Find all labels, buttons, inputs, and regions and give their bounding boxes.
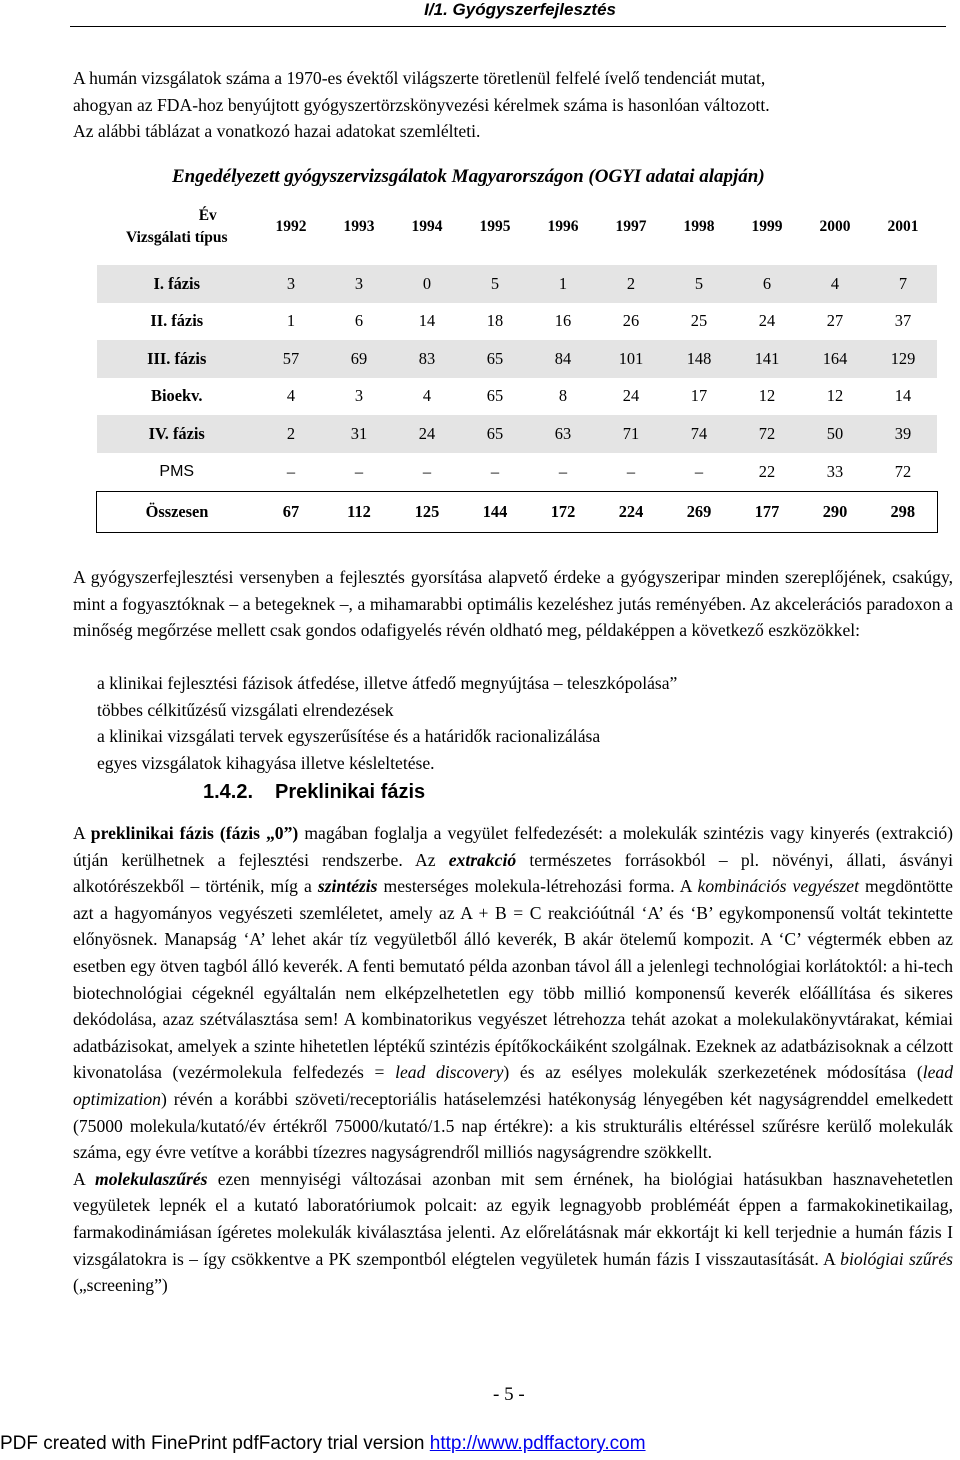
table-cell: 141 [733,340,801,378]
table-cell: – [422,461,432,481]
table-cell: – [490,461,500,481]
table-cell: 83 [393,340,461,378]
page-number: - 5 - [493,1384,525,1405]
total-cell: 67 [257,491,325,532]
table-cell: 101 [597,340,665,378]
table-cell: 3 [354,386,364,406]
text-run: ezen mennyiségi változásai azonban mit sem érnének, ha biológiai hatásukban hasznavehetetlen vegyületek lepnék el a kutató laboratóriumok polcait: az egyik legnagyobb probléméát éppen a farmakokinetikailag, farmakodinámiásan ígéretes molekulák kiválasztása jelenti. Az előrelátásnak már ekkortájt ki kell terjednie a humán fázis I vizsgálatokra is – így csökkentve a PK szempontból elégtelen vegyületek humán fázis I visszautasítását. A [73,1168,954,1269]
table-cell: 24 [758,311,776,331]
table-cell: 22 [758,461,776,481]
acceleration-paragraph [73,564,953,644]
table-cell: 12 [758,386,776,406]
table-cell: 148 [665,340,733,378]
list-item: többes célkitűzésű vizsgálati elrendezések [97,699,394,720]
table-cell: 24 [622,386,640,406]
table-cell: – [558,461,568,481]
table-cell: 24 [393,415,461,453]
text-run: A [73,1168,96,1189]
table-row [97,340,938,378]
italic-term: lead discovery [395,1062,504,1083]
list-item: egyes vizsgálatok kihagyása illetve késleltetése. [97,752,435,773]
table-cell: 6 [733,265,801,303]
header-rule [70,26,946,27]
total-cell: 298 [869,491,937,532]
table-cell: – [286,461,296,481]
header-label-cell [97,195,258,259]
section-title: Preklinikai fázis [275,781,426,803]
table-row [97,378,938,416]
intro-line: ahogyan az FDA-hoz benyújtott gyógyszertörzskönyvezési kérelmek száma is hasonlóan változott. [73,94,770,115]
total-cell: 269 [665,491,733,532]
table-cell: 3 [325,265,393,303]
list-item: a klinikai fejlesztési fázisok átfedése, illetve átfedő megnyújtása – teleszkópolása” [97,673,678,693]
table-cell: 164 [801,340,869,378]
year-cell: 2000 [819,218,851,235]
table-cell: 4 [422,386,432,406]
total-cell: 290 [801,491,869,532]
row-label: III. fázis [97,340,258,378]
header-type-label: Vizsgálati típus [126,229,228,246]
table-cell: 7 [869,265,937,303]
table-cell: 69 [325,340,393,378]
total-label: Összesen [97,491,258,532]
table-cell: 72 [894,461,912,481]
text-run: ) révén a korábbi szöveti/receptoriális hatáselemzési hatékonyság lényegében két nagyságrenddel emelkedett (75000 molekula/kutató/év értékről 75000/kutató/1.5 nap értékre): a kis strukturális eltéréssel szűrésre kerülő molekulák száma, egy évre vetítve a korábbi tízezres nagyságrendről milliós nagyságrendre szökkellt. [73,1088,953,1163]
year-cell: 1997 [615,218,647,235]
table-cell: 18 [486,311,504,331]
pdf-footer [0,1433,646,1455]
table-cell: 2 [257,415,325,453]
text-run: ) és az esélyes molekulák szerkezetének módosítása ( [503,1062,923,1083]
section-heading [203,781,425,804]
italic-term: lead optimization [73,1062,953,1109]
row-label: Bioekv. [151,386,203,406]
preclinical-text [73,820,953,1299]
table-total-row [97,491,938,532]
text-run: magában foglalja a vegyület felfedezését: a molekulák szintézis vagy kinyerés (extrakció) útján kerülhetnek a fejlesztési rendszerbe. Az [73,823,953,870]
table-row [97,415,938,453]
italic-term: kombinációs vegyészet [697,876,859,897]
table-cell: 4 [801,265,869,303]
table-cell: 63 [529,415,597,453]
total-cell: 112 [325,491,393,532]
table-cell: 5 [665,265,733,303]
bold-term: preklinikai fázis (fázis „0”) [90,823,299,843]
section-number: 1.4.2. [203,781,254,803]
table-cell: 50 [801,415,869,453]
intro-paragraph [73,65,953,145]
total-cell: 172 [529,491,597,532]
year-cell: 1992 [275,218,307,235]
year-cell: 1995 [479,218,511,235]
list-item: a klinikai vizsgálati tervek egyszerűsítése és a határidők racionalizálása [97,726,601,747]
table-cell: 3 [257,265,325,303]
table-cell: 5 [461,265,529,303]
table-cell: – [694,461,704,481]
table-cell: 16 [554,311,572,331]
table-row [97,303,938,341]
table-cell: 129 [869,340,937,378]
text-run: A [73,823,91,843]
table-cell: 2 [597,265,665,303]
year-cell: 1994 [411,218,443,235]
table-cell: 65 [461,340,529,378]
row-label: II. fázis [150,311,204,331]
year-cell: 1998 [683,218,715,235]
emphasis-term: extrakció [448,849,517,870]
table-title: Engedélyezett gyógyszervizsgálatok Magyarországon (OGYI adatai alapján) [172,166,765,187]
table-cell: 14 [418,311,436,331]
text-run: mesterséges molekula-létrehozási forma. A [377,876,698,897]
row-label: PMS [159,462,195,480]
table-cell: 74 [665,415,733,453]
table-cell: 1 [529,265,597,303]
table-header-row [97,195,938,259]
table-row [97,453,938,492]
intro-line: A humán vizsgálatok száma a 1970-es évektől világszerte töretlenül felfelé ívelő tendenciát mutat, [73,68,766,88]
table-cell: 0 [393,265,461,303]
table-cell: 65 [486,386,504,406]
screening-paragraph [73,1166,953,1299]
table-row [97,265,938,303]
table-cell: – [626,461,636,481]
table-cell: 26 [622,311,640,331]
preclinical-paragraph [73,820,953,1166]
table-cell: 17 [690,386,708,406]
table-cell: 27 [826,311,844,331]
table-cell: 72 [733,415,801,453]
year-cell: 2001 [887,218,919,235]
intro-line: Az alábbi táblázat a vonatkozó hazai adatokat szemlélteti. [73,121,481,142]
total-cell: 224 [597,491,665,532]
table-cell: 14 [894,386,912,406]
table-cell: 39 [869,415,937,453]
year-cell: 1996 [547,218,579,235]
row-label: IV. fázis [97,415,258,453]
table-cell: 71 [597,415,665,453]
trials-table [96,195,938,533]
table-cell: – [354,461,364,481]
text-run: természetes forrásokból – pl. növényi, állati, ásványi alkotórészekből – történik, míg a [73,849,953,897]
footer-link[interactable]: http://www.pdffactory.com [429,1433,646,1454]
text-run: megdöntötte azt a hagyományos vegyészeti szemléletet, amely az A + B = C reakcióútnál ‘A’ és ‘B’ egykomponensű voltát tekintette előnyösnek. Manapság ‘A’ lehet akár tíz vegyületből álló keverék, B akár ötelemű kompozit. A ‘C’ végtermék ebben az esetben egy ötven tagból álló keverék. A fenti bemutató példa azonban távol áll a jelenlegi technológiai korlátoktól: a hi-tech biotechnológiai cégeknél egyáltalán nem elképzelhetetlen egy több millió komponensű keverék előállítása és sikeres dekódolása, azaz szétválasztása sem! A kombinatorikus vegyészet létrehozza tehát azokat a molekulakönyvtárakat, kémiai adatbázisokat, amelyek a szinte hihetetlen léptékű szintézis építőkockáiként szolgálnak. Ezeknek az adatbázisoknak a célzott kivonatolása (vezérmolekula felfedezés = [73,876,953,1083]
table-cell: 1 [286,311,296,331]
table-cell: 65 [461,415,529,453]
year-cell: 1999 [751,218,783,235]
emphasis-term: szintézis [317,876,378,897]
table-cell: 84 [529,340,597,378]
footer-text: PDF created with FinePrint pdfFactory trial version [0,1433,430,1454]
text-run: („screening”) [73,1275,168,1296]
italic-term: biológiai szűrés [840,1248,954,1269]
row-label: I. fázis [97,265,258,303]
emphasis-term: molekulaszűrés [95,1168,208,1189]
table-cell: 37 [894,311,912,331]
acceleration-sentence-2: Az akcelerációs paradoxon a minőség megőrzése mellett csak gondos odafigyelés révén oldható meg, példaképpen a következő eszközökkel: [73,593,953,641]
table-cell: 12 [826,386,844,406]
total-cell: 125 [393,491,461,532]
table-cell: 6 [354,311,364,331]
table-cell: 25 [690,311,708,331]
year-cell: 1993 [343,218,375,235]
header-year-label: Év [198,207,217,224]
table-cell: 8 [558,386,568,406]
total-cell: 177 [733,491,801,532]
running-header: I/1. Gyógyszerfejlesztés [424,0,616,19]
table-cell: 4 [286,386,296,406]
total-cell: 144 [461,491,529,532]
table-cell: 33 [826,461,844,481]
tools-list [97,670,677,776]
table-cell: 31 [325,415,393,453]
acceleration-sentence-1: A gyógyszerfejlesztési versenyben a fejlesztés gyorsítása alapvető érdeke a gyógyszeripar minden szereplőjének, csakúgy, mint a fogyasztóknak – a betegeknek –, a mihamarabbi optimális kezeléshez jutás reményében. [73,567,953,614]
table-cell: 57 [257,340,325,378]
